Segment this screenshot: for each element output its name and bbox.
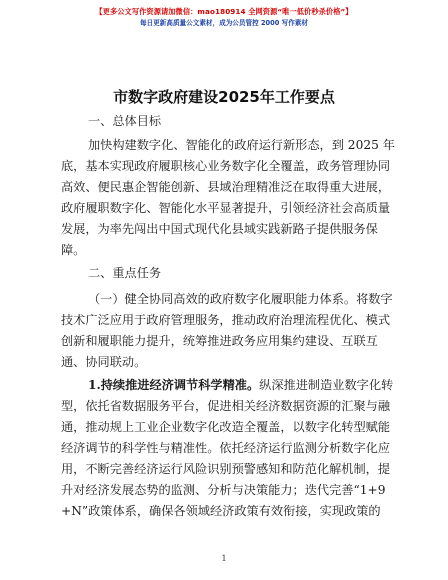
paragraph-line: 障。 [61, 243, 86, 257]
paragraph-line: 发展，为率先闯出中国式现代化县域实践新路子提供服务保 [61, 222, 378, 236]
paragraph-line: 型，依托省数据服务平台，促进相关经济数据资源的汇聚与融 [61, 399, 391, 413]
paragraph-line: 技术广泛应用于政府管理服务，推动政府治理流程优化、模式 [61, 313, 391, 327]
paragraph-line: 通、协同联动。 [61, 355, 147, 369]
section-heading-overall-goal: 一、总体目标 [88, 114, 162, 128]
paragraph-line: 用，不断完善经济运行风险识别预警感知和防范化解机制，提 [61, 462, 391, 476]
paragraph-line-item-1 [88, 378, 393, 392]
promo-banner-line-1: 【更多公文写作资源请加微信：mao180914 全网资源“唯一低价秒杀价格”】 [95, 7, 353, 16]
paragraph-line: 创新和履职能力提升，统筹推进政务应用集约建设、互联互 [61, 334, 378, 348]
paragraph-line: 政府履职数字化、智能化水平显著提升，引领经济社会高质量 [61, 201, 391, 215]
paragraph-line: 加快构建数字化、智能化的政府运行新形态，到 2025 年 [88, 138, 395, 152]
item-1-heading: 1.持续推进经济调节科学精准。 [88, 378, 260, 392]
promo-banner-line-2: 每日更新高质量公文素材，成为公员管控 2000 写作素材 [139, 19, 308, 27]
section-heading-key-tasks: 二、重点任务 [88, 266, 162, 280]
document-title: 市数字政府建设2025年工作要点 [113, 88, 335, 106]
paragraph-line: 底，基本实现政府履职核心业务数字化全覆盖，政务管理协同 [61, 159, 391, 173]
item-1-first-text: 纵深推进制造业数字化转 [259, 378, 394, 392]
paragraph-line: +N”政策体系，确保各领域经济政策有效衔接，实现政策的 [61, 504, 381, 518]
paragraph-line: 通，推动规上工业企业数字化改造全覆盖，以数字化转型赋能 [61, 420, 391, 434]
paragraph-line: 升对经济发展态势的监测、分析与决策能力；迭代完善“1+9 [61, 483, 386, 497]
paragraph-line: 高效、便民惠企智能创新、县域治理精准泛在取得重大进展， [61, 180, 391, 194]
page-number: 1 [221, 554, 227, 563]
paragraph-line: （一）健全协同高效的政府数字化履职能力体系。将数字 [88, 292, 393, 306]
paragraph-line: 经济调节的科学性与精准性。依托经济运行监测分析数字化应 [61, 441, 391, 455]
